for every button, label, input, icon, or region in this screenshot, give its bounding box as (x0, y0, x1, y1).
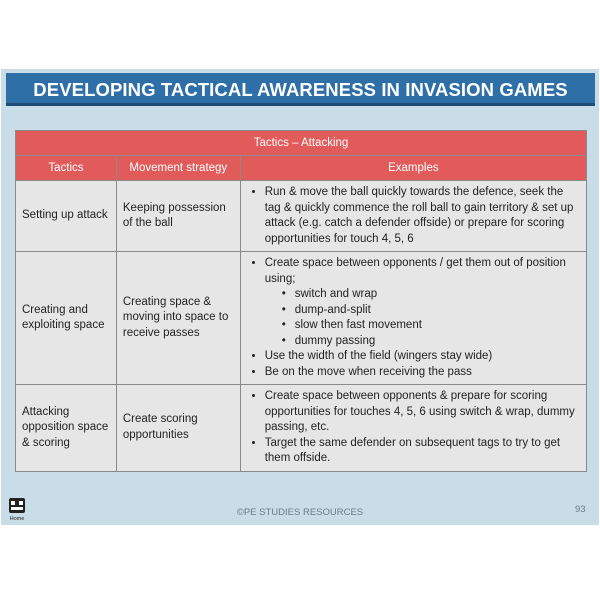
table-caption: Tactics – Attacking (16, 131, 587, 156)
sub-example-item: • dummy passing (295, 334, 580, 350)
strategy-cell: Creating space & moving into space to receive passes (116, 252, 240, 385)
examples-cell (240, 181, 586, 252)
header-examples: Examples (240, 156, 586, 181)
example-item: • Be on the move when receiving the pass (265, 365, 580, 381)
examples-cell (240, 385, 586, 472)
table-row (16, 385, 587, 472)
table-row (16, 252, 587, 385)
sub-example-item: • slow then fast movement (295, 318, 580, 334)
header-movement-strategy: Movement strategy (116, 156, 240, 181)
sub-example-item: • dump-and-split (295, 303, 580, 319)
example-text: Create space between opponents / get them out of position using; (264, 257, 566, 285)
tactic-cell: Setting up attack (16, 181, 117, 252)
examples-cell (240, 252, 586, 385)
example-item: • Run & move the ball quickly towards the defence, seek the tag & quickly commence the roll ball to gain territory & set up attack (e.g. catch a defender offside) or prepare for scoring opportunities for touch 4, 5, 6 (265, 185, 580, 247)
home-label: Home (9, 516, 25, 521)
table-row (16, 181, 587, 252)
example-item (265, 256, 580, 349)
footer-copyright: ©PE STUDIES RESOURCES (236, 507, 364, 518)
tactics-table (15, 130, 587, 472)
strategy-cell: Keeping possession of the ball (116, 181, 240, 252)
example-item: • Create space between opponents & prepare for scoring opportunities for touches 4, 5, 6 using switch & wrap, dummy passing, etc. (265, 389, 580, 436)
table-caption-row (16, 131, 587, 156)
tactic-cell: Creating and exploiting space (16, 252, 117, 385)
example-item: • Target the same defender on subsequent tags to try to get them offside. (265, 436, 580, 467)
example-item: • Use the width of the field (wingers stay wide) (265, 349, 580, 365)
sub-example-item: • switch and wrap (295, 287, 580, 303)
page-number: 93 (575, 504, 586, 515)
strategy-cell: Create scoring opportunities (116, 385, 240, 472)
tactic-cell: Attacking opposition space & scoring (16, 385, 117, 472)
slide-title: DEVELOPING TACTICAL AWARENESS IN INVASION GAMES (6, 73, 595, 106)
header-tactics: Tactics (16, 156, 117, 181)
table-header-row (16, 156, 587, 181)
slide (1, 69, 599, 525)
